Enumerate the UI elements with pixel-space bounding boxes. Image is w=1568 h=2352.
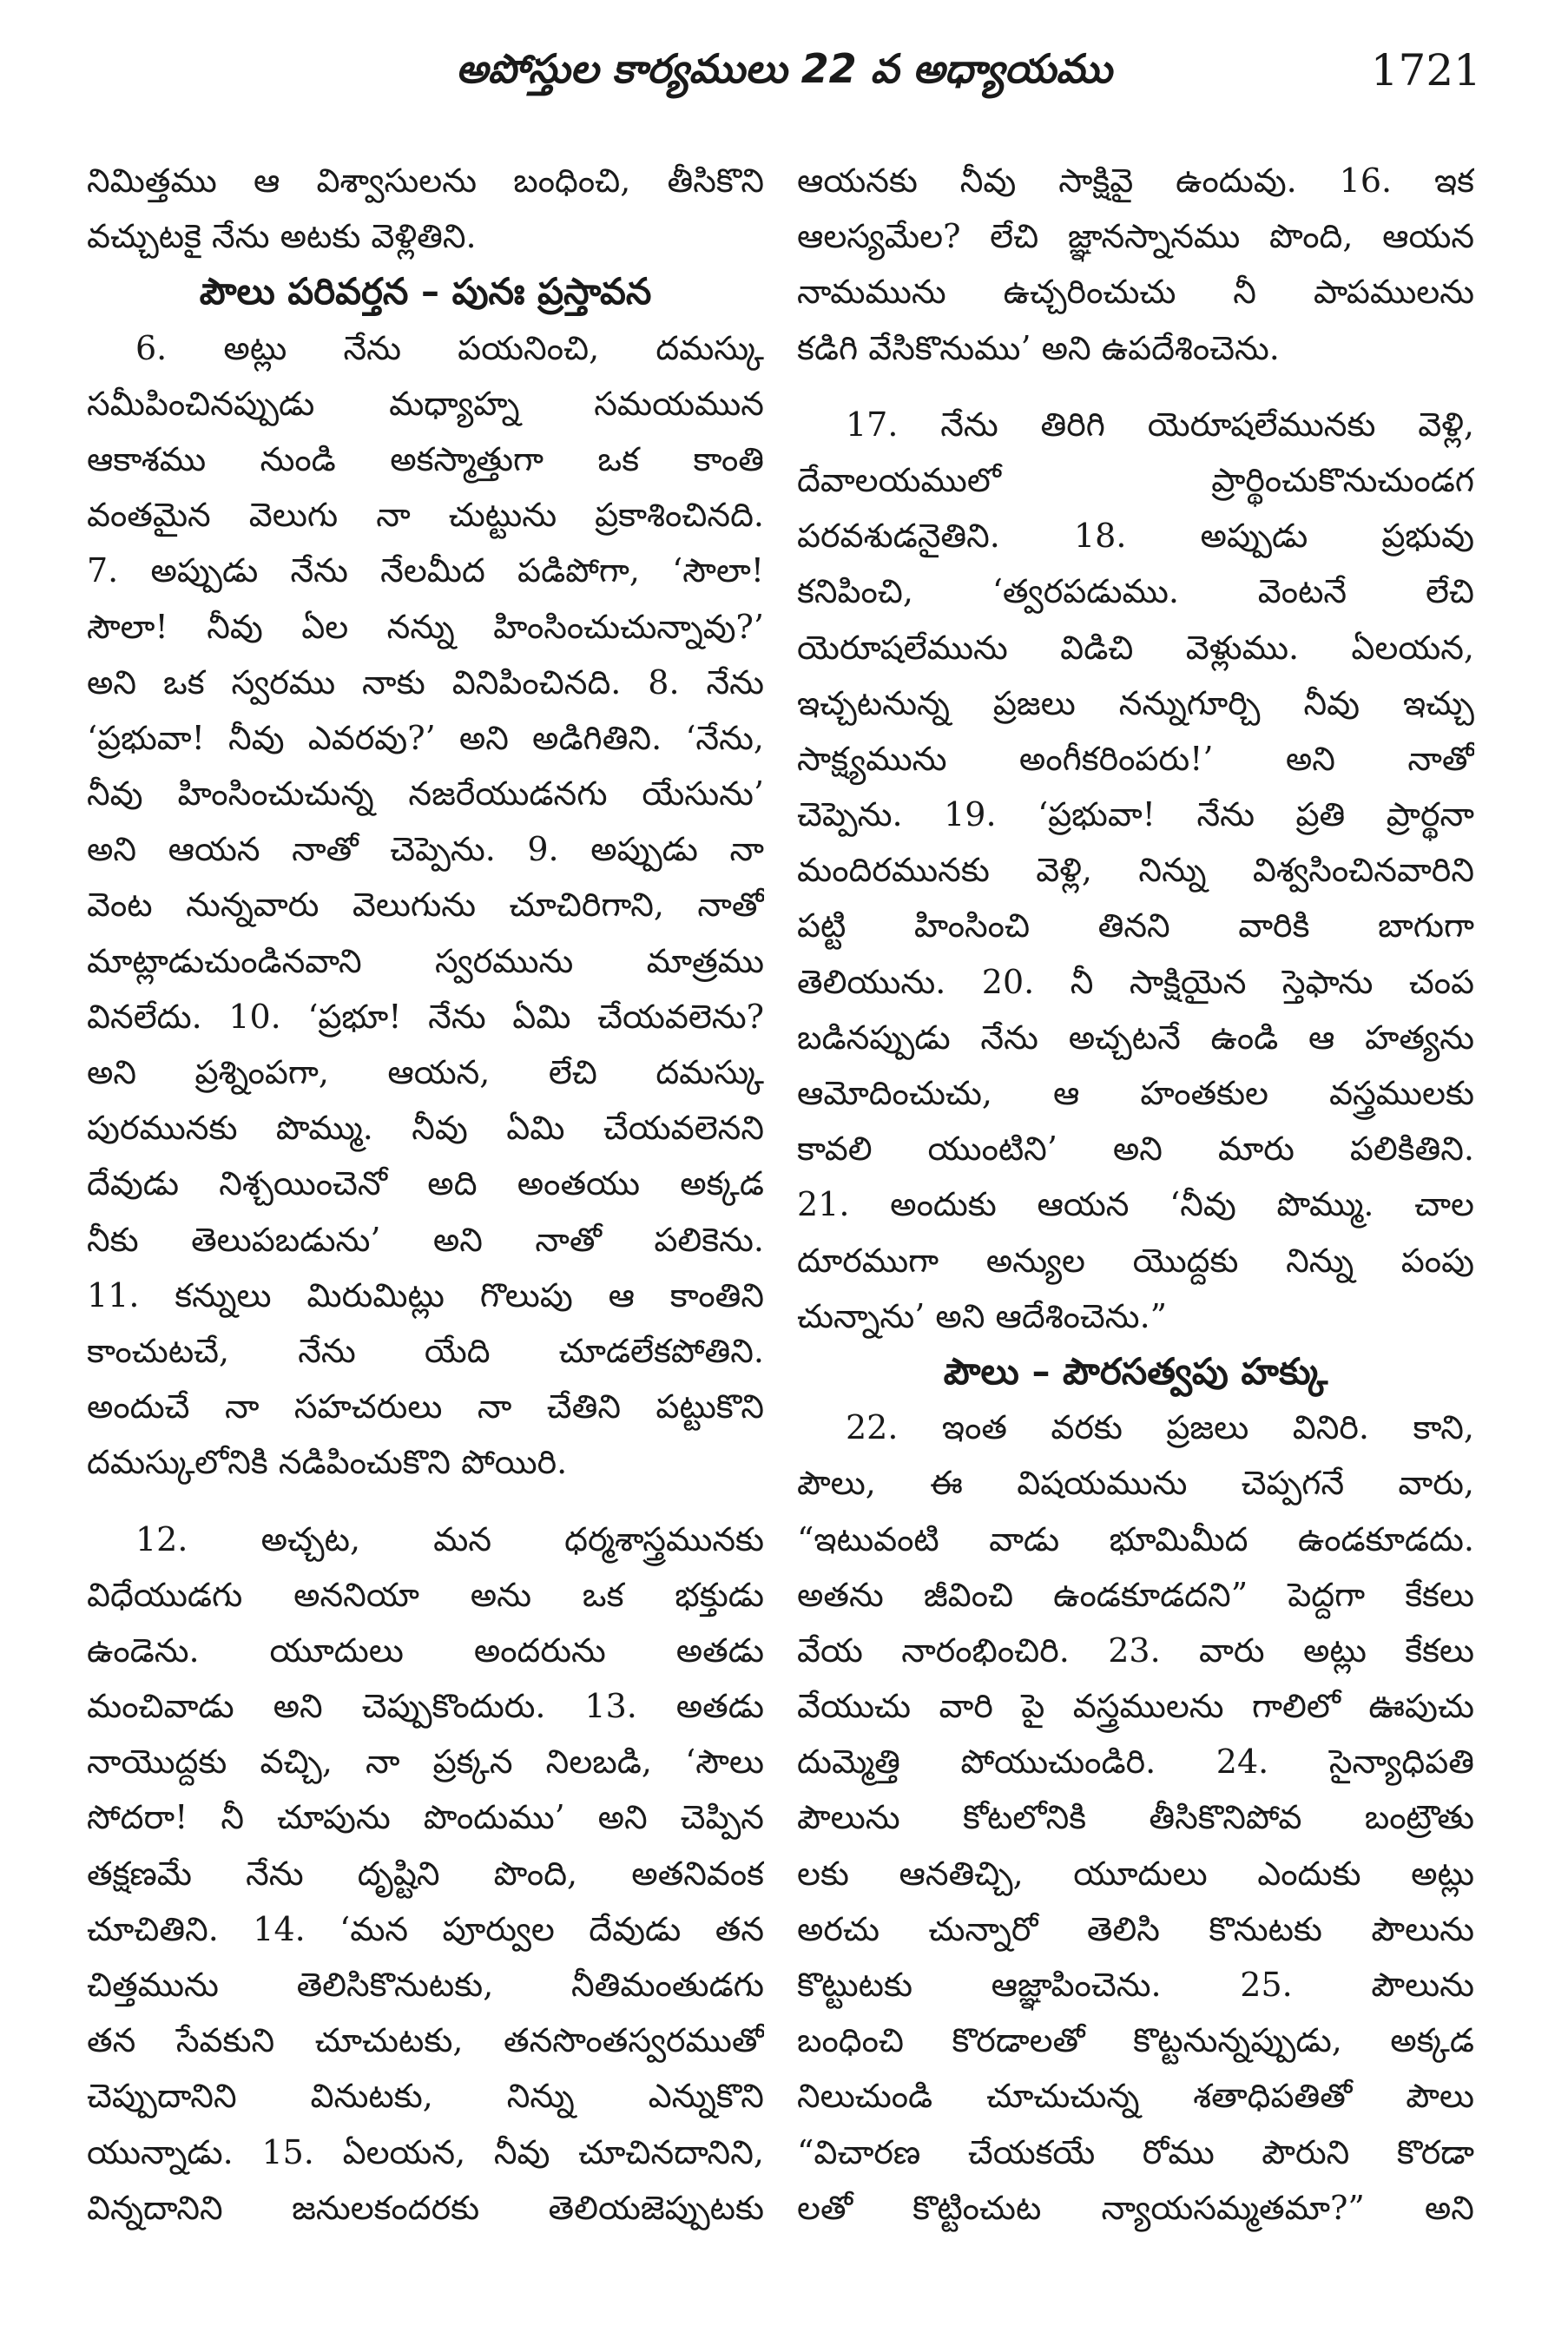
text-line: సాక్ష్యమును అంగీకరింపరు!’ అని నాతో <box>797 739 1474 778</box>
text-line: బడినప్పుడు నేను అచ్చటనే ఉండి ఆ హత్యను <box>797 1018 1474 1057</box>
text-line: 7. అప్పుడు నేను నేలమీద పడిపోగా, ‘సౌలా! <box>87 551 764 590</box>
text-line: 6. అట్లు నేను పయనించి, దమస్కు <box>135 328 764 367</box>
text-line: లకు ఆనతిచ్చి, యూదులు ఎందుకు అట్లు <box>797 1854 1474 1893</box>
text-line: చిత్తమును తెలిసికొనుటకు, నీతిమంతుడగు <box>87 1966 764 2004</box>
text-line: అతను జీవించి ఉండకూడదని” పెద్దగా కేకలు <box>797 1575 1474 1614</box>
text-line: కాంచుటచే, నేను యేది చూడలేకపోతిని. <box>87 1331 764 1370</box>
text-line: వేయుచు వారి పై వస్త్రములను గాలిలో ఊపుచు <box>797 1687 1474 1726</box>
text-line: పరవశుడనైతిని. 18. అప్పుడు ప్రభువు <box>797 517 1474 556</box>
text-line: ఆయనకు నీవు సాక్షివై ఉందువు. 16. ఇక <box>797 161 1474 200</box>
text-line: దుమ్మెత్తి పోయుచుండిరి. 24. సైన్యాధిపతి <box>797 1743 1474 1782</box>
text-line: 12. అచ్చట, మన ధర్మశాస్త్రమునకు <box>135 1519 764 1558</box>
text-line: విధేయుడగు అననియా అను ఒక భక్తుడు <box>87 1575 764 1614</box>
text-line: 17. నేను తిరిగి యెరూషలేమునకు వెళ్లి, <box>846 405 1474 444</box>
text-line: ఆమోదించుచు, ఆ హంతకుల వస్త్రములకు <box>797 1074 1474 1112</box>
text-line: 22. ఇంత వరకు ప్రజలు వినిరి. కాని, <box>846 1408 1474 1447</box>
text-line: నీవు హింసించుచున్న నజరేయుడనగు యేసును’ <box>87 774 764 814</box>
text-line: ఉండెను. యూదులు అందరును అతడు <box>87 1631 764 1670</box>
running-title: అపోస్తుల కార్యములు 22 వ అధ్యాయము <box>456 45 1112 92</box>
text-line: చున్నాను’ అని ఆదేశించెను.” <box>797 1296 1168 1335</box>
left-column <box>87 153 764 2236</box>
text-line: బంధించి కొరడాలతో కొట్టనున్నప్పుడు, అక్కడ <box>797 2021 1474 2060</box>
text-line: చెప్పెను. 19. ‘ప్రభువా! నేను ప్రతి ప్రార్థనా <box>797 795 1474 834</box>
text-line: మంచివాడు అని చెప్పుకొందురు. 13. అతడు <box>87 1687 764 1726</box>
text-line: కనిపించి, ‘త్వరపడుము. వెంటనే లేచి <box>797 572 1474 611</box>
page-number: 1721 <box>1370 45 1481 96</box>
text-line: విన్నదానిని జనులకందరకు తెలియజెప్పుటకు <box>87 2188 764 2227</box>
text-line: సోదరా! నీ చూపును పొందుము’ అని చెప్పిన <box>87 1798 764 1837</box>
text-line: లతో కొట్టించుట న్యాయసమ్మతమా?” అని <box>797 2188 1474 2227</box>
text-line: కడిగి వేసికొనుము’ అని ఉపదేశించెను. <box>797 328 1280 367</box>
text-line: నామమును ఉచ్చరించుచు నీ పాపములను <box>797 273 1474 312</box>
section-heading: పౌలు పరివర్తన – పునః ప్రస్తావన <box>199 270 652 313</box>
text-line: దేవాలయములో ప్రార్థించుకొనుచుండగ <box>797 460 1474 499</box>
text-line: మాట్లాడుచుండినవాని స్వరమును మాత్రము <box>87 941 764 980</box>
text-line: “ఇటువంటి వాడు భూమిమీద ఉండకూడదు. <box>797 1519 1474 1558</box>
text-line: పట్టి హింసించి తినని వారికి బాగుగా <box>797 906 1474 945</box>
text-line: ఆకాశము నుండి అకస్మాత్తుగా ఒక కాంతి <box>87 439 764 478</box>
paragraph-gap <box>797 376 1474 397</box>
text-line: దమస్కులోనికి నడిపించుకొని పోయిరి. <box>87 1443 568 1482</box>
text-line: చెప్పుదానిని వినుటకు, నిన్ను ఎన్నుకొని <box>87 2077 764 2116</box>
text-line: “విచారణ చేయకయే రోము పౌరుని కొరడా <box>797 2132 1474 2171</box>
text-line: ‘ప్రభువా! నీవు ఎవరవు?’ అని అడిగితిని. ‘నేను, <box>87 718 764 757</box>
text-line: పురమునకు పొమ్ము. నీవు ఏమి చేయవలెనని <box>87 1109 764 1148</box>
text-line: ఆలస్యమేల? లేచి జ్ఞానస్నానము పొంది, ఆయన <box>797 217 1474 256</box>
section-heading: పౌలు – పౌరసత్వపు హక్కు <box>943 1349 1328 1393</box>
text-line: తెలియును. 20. నీ సాక్షియైన స్తెఫాను చంప <box>797 962 1474 1001</box>
text-line: దూరముగా అన్యుల యొద్దకు నిన్ను పంపు <box>797 1241 1474 1280</box>
text-line: అందుచే నా సహచరులు నా చేతిని పట్టుకొని <box>87 1387 764 1426</box>
text-line: సమీపించినప్పుడు మధ్యాహ్న సమయమున <box>87 384 764 423</box>
text-line: వచ్చుటకై నేను అటకు వెళ్లితిని. <box>87 217 477 256</box>
text-line: నీకు తెలుపబడును’ అని నాతో పలికెను. <box>87 1220 764 1259</box>
text-line: వంతమైన వెలుగు నా చుట్టును ప్రకాశించినది. <box>87 496 764 535</box>
page-header <box>87 38 1481 108</box>
text-line: దేవుడు నిశ్చయించెనో అది అంతయు అక్కడ <box>87 1164 764 1203</box>
text-line: కొట్టుటకు ఆజ్ఞాపించెను. 25. పౌలును <box>797 1966 1474 2004</box>
right-column <box>797 153 1474 2236</box>
paragraph-gap <box>87 1491 764 1512</box>
text-line: 11. కన్నులు మిరుమిట్లు గొలుపు ఆ కాంతిని <box>87 1275 764 1314</box>
text-line: నాయొద్దకు వచ్చి, నా ప్రక్కన నిలబడి, ‘సౌలు <box>87 1743 764 1782</box>
text-line: నిలుచుండి చూచుచున్న శతాధిపతితో పౌలు <box>797 2077 1474 2116</box>
text-line: మందిరమునకు వెళ్లి, నిన్ను విశ్వసించినవారిని <box>797 851 1474 890</box>
text-line: అని ప్రశ్నింపగా, ఆయన, లేచి దమస్కు <box>87 1053 764 1091</box>
text-line: అని ఒక స్వరము నాకు వినిపించినది. 8. నేను <box>87 662 764 702</box>
text-line: వెంట నున్నవారు వెలుగును చూచిరిగాని, నాతో <box>87 886 764 925</box>
text-line: 21. అందుకు ఆయన ‘నీవు పొమ్ము. చాల <box>797 1185 1474 1224</box>
text-line: ఇచ్చటనున్న ప్రజలు నన్నుగూర్చి నీవు ఇచ్చు <box>797 683 1474 722</box>
text-line: వేయ నారంభించిరి. 23. వారు అట్లు కేకలు <box>797 1631 1474 1670</box>
text-line: సౌలా! నీవు ఏల నన్ను హింసించుచున్నావు?’ <box>87 607 764 646</box>
text-line: అరచు చున్నారో తెలిసి కొనుటకు పౌలును <box>797 1909 1474 1948</box>
text-line: వినలేదు. 10. ‘ప్రభూ! నేను ఏమి చేయవలెను? <box>87 997 764 1036</box>
text-line: పౌలు, ఈ విషయమును చెప్పగనే వారు, <box>797 1464 1474 1503</box>
text-line: నిమిత్తము ఆ విశ్వాసులను బంధించి, తీసికొని <box>87 161 764 200</box>
text-line: తన సేవకుని చూచుటకు, తనసొంతస్వరముతో <box>87 2021 764 2060</box>
text-line: అని ఆయన నాతో చెప్పెను. 9. అప్పుడు నా <box>87 830 764 869</box>
text-line: కావలి యుంటిని’ అని మారు పలికితిని. <box>797 1130 1474 1169</box>
text-line: యున్నాడు. 15. ఏలయన, నీవు చూచినదానిని, <box>87 2132 764 2171</box>
text-line: పౌలును కోటలోనికి తీసికొనిపోవ బంట్రౌతు <box>797 1798 1474 1837</box>
text-line: చూచితిని. 14. ‘మన పూర్వుల దేవుడు తన <box>87 1909 764 1948</box>
text-line: యెరూషలేమును విడిచి వెళ్లుము. ఏలయన, <box>797 628 1474 667</box>
text-line: తక్షణమే నేను దృష్టిని పొంది, అతనివంక <box>87 1854 764 1893</box>
